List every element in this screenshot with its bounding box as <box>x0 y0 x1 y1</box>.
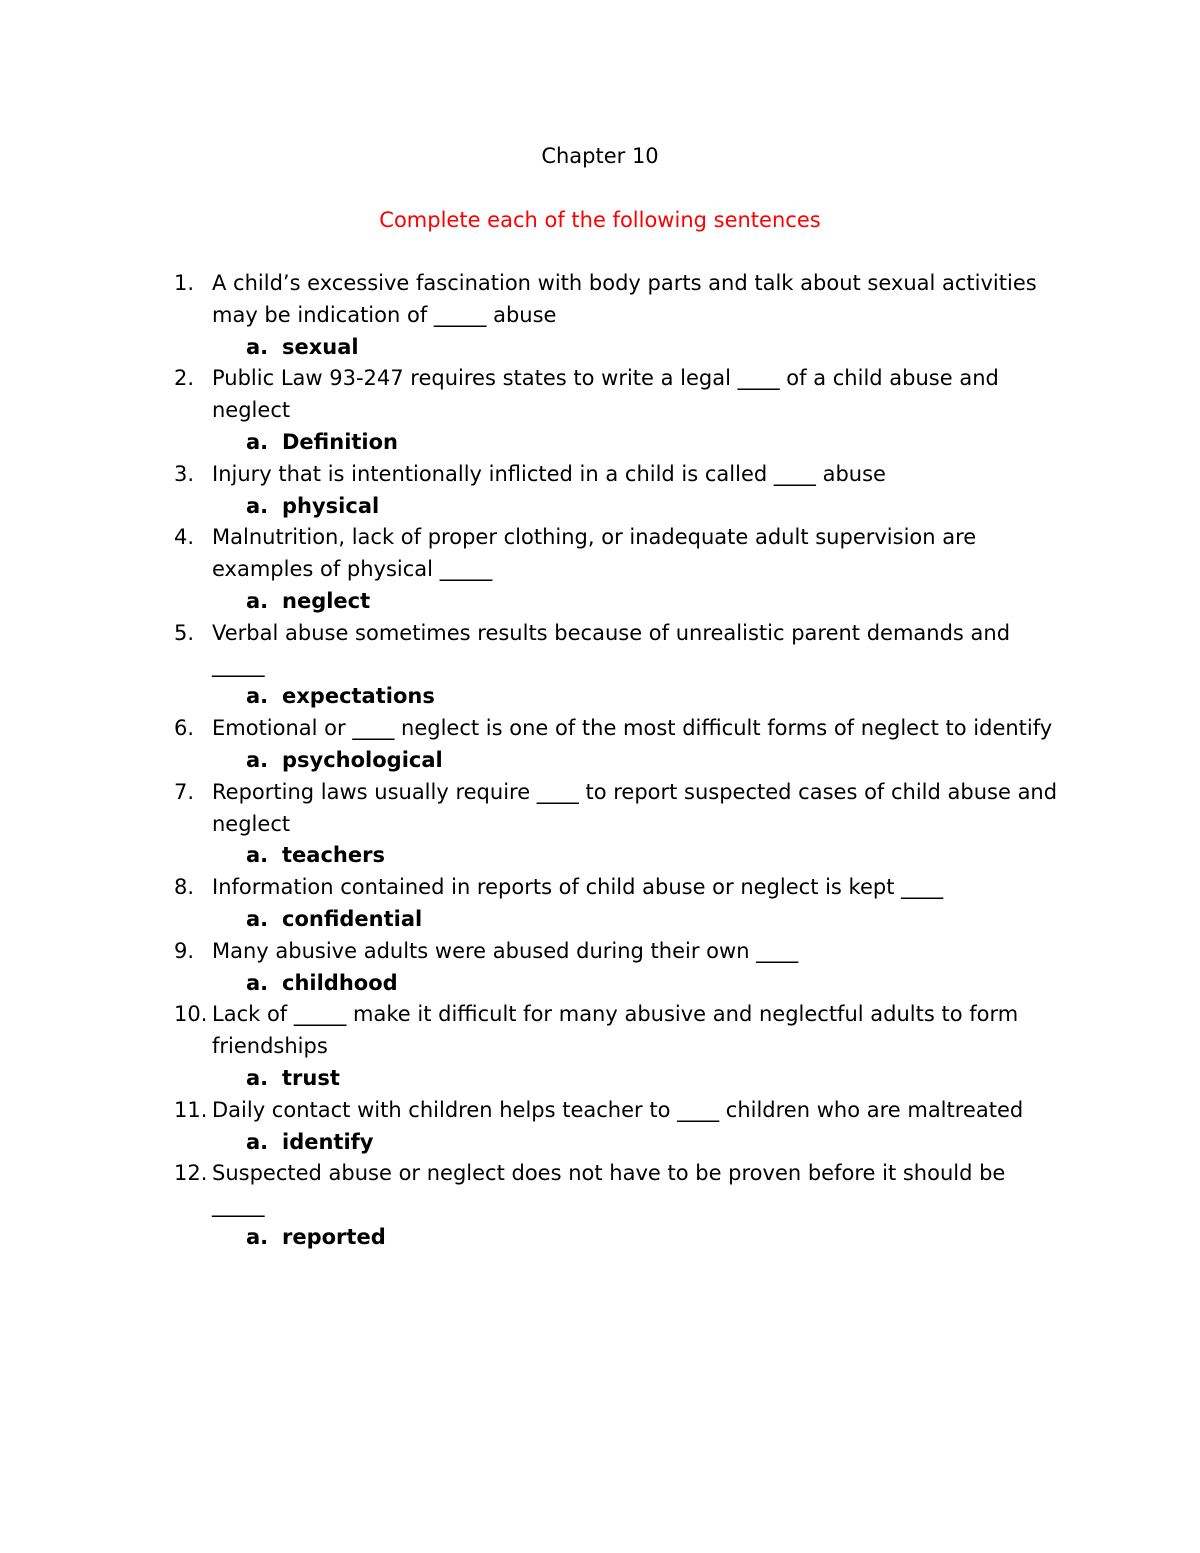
question-list <box>0 268 1200 1254</box>
question-text: Reporting laws usually require ____ to report suspected cases of child abuse and neglect <box>212 779 1058 836</box>
question-text-row <box>0 459 1200 491</box>
answer-text: expectations <box>282 684 435 709</box>
question-text-row <box>0 618 1200 682</box>
question-text: Many abusive adults were abused during their own ____ <box>212 938 799 963</box>
question-item <box>0 522 1200 617</box>
answer-letter: a. <box>246 970 269 995</box>
answer-letter: a. <box>246 747 269 772</box>
answer-text: sexual <box>282 334 359 359</box>
answer-letter: a. <box>246 334 269 359</box>
question-item <box>0 363 1200 458</box>
answer-text: teachers <box>282 843 385 868</box>
question-text-row <box>0 999 1200 1063</box>
question-text: Injury that is intentionally inflicted in a child is called ____ abuse <box>212 461 886 486</box>
question-number: 3. <box>174 461 195 486</box>
question-number: 9. <box>174 938 195 963</box>
question-text: Emotional or ____ neglect is one of the most difficult forms of neglect to identify <box>212 716 1053 741</box>
question-text: A child’s excessive fascination with body parts and talk about sexual activities may be indication of _____ abuse <box>212 271 1037 327</box>
answer-row <box>0 1127 1200 1159</box>
question-number: 1. <box>174 271 195 295</box>
question-item <box>0 777 1200 872</box>
answer-text: childhood <box>282 970 398 995</box>
question-item <box>0 1158 1200 1253</box>
answer-text: identify <box>282 1129 374 1154</box>
question-text: Suspected abuse or neglect does not have to be proven before it should be _____ <box>212 1161 1006 1218</box>
answer-letter: a. <box>246 1129 269 1154</box>
answer-row <box>0 586 1200 618</box>
question-item <box>0 713 1200 777</box>
answer-letter: a. <box>246 684 269 709</box>
answer-row <box>0 1063 1200 1095</box>
answer-text: confidential <box>282 906 423 931</box>
question-text: Malnutrition, lack of proper clothing, or inadequate adult supervision are examples of physical _____ <box>212 525 977 582</box>
question-item <box>0 268 1200 363</box>
answer-text: Definition <box>282 429 399 454</box>
answer-row <box>0 968 1200 1000</box>
question-text: Information contained in reports of child abuse or neglect is kept ____ <box>212 875 944 900</box>
answer-row <box>0 1222 1200 1254</box>
answer-row <box>0 332 1200 364</box>
question-number: 6. <box>174 716 195 741</box>
question-text-row <box>0 522 1200 586</box>
answer-letter: a. <box>246 1065 269 1090</box>
question-item <box>0 872 1200 936</box>
answer-text: reported <box>282 1224 386 1249</box>
answer-letter: a. <box>246 588 269 613</box>
instructions-heading: Complete each of the following sentences <box>379 208 821 232</box>
question-text: Verbal abuse sometimes results because of unrealistic parent demands and _____ <box>212 620 1011 677</box>
question-text-row <box>0 1158 1200 1222</box>
question-number: 12. <box>174 1161 208 1186</box>
answer-text: trust <box>282 1065 340 1090</box>
question-item <box>0 999 1200 1094</box>
question-text-row <box>0 872 1200 904</box>
answer-text: neglect <box>282 588 371 613</box>
question-text-row <box>0 1095 1200 1127</box>
question-number: 4. <box>174 525 195 550</box>
question-number: 5. <box>174 620 195 645</box>
question-number: 2. <box>174 366 195 391</box>
answer-text: physical <box>282 493 380 518</box>
answer-row <box>0 491 1200 523</box>
question-number: 7. <box>174 779 195 804</box>
question-text: Public Law 93-247 requires states to write a legal ____ of a child abuse and neglect <box>212 366 999 423</box>
question-text-row <box>0 268 1200 332</box>
question-text-row <box>0 713 1200 745</box>
answer-row <box>0 840 1200 872</box>
question-item <box>0 618 1200 713</box>
question-number: 11. <box>174 1097 208 1122</box>
answer-row <box>0 681 1200 713</box>
question-text-row <box>0 936 1200 968</box>
question-text: Daily contact with children helps teacher to ____ children who are maltreated <box>212 1097 1024 1122</box>
question-item <box>0 459 1200 523</box>
answer-text: psychological <box>282 747 443 772</box>
question-text-row <box>0 777 1200 841</box>
answer-letter: a. <box>246 429 269 454</box>
answer-row <box>0 427 1200 459</box>
answer-letter: a. <box>246 906 269 931</box>
page-title: Chapter 10 <box>541 144 659 168</box>
answer-row <box>0 745 1200 777</box>
question-number: 8. <box>174 875 195 900</box>
question-item <box>0 936 1200 1000</box>
question-item <box>0 1095 1200 1159</box>
answer-letter: a. <box>246 843 269 868</box>
answer-row <box>0 904 1200 936</box>
question-text-row <box>0 363 1200 427</box>
answer-letter: a. <box>246 493 269 518</box>
answer-letter: a. <box>246 1224 269 1249</box>
question-text: Lack of _____ make it difficult for many abusive and neglectful adults to form friendships <box>212 1002 1019 1059</box>
question-number: 10. <box>174 1002 208 1027</box>
